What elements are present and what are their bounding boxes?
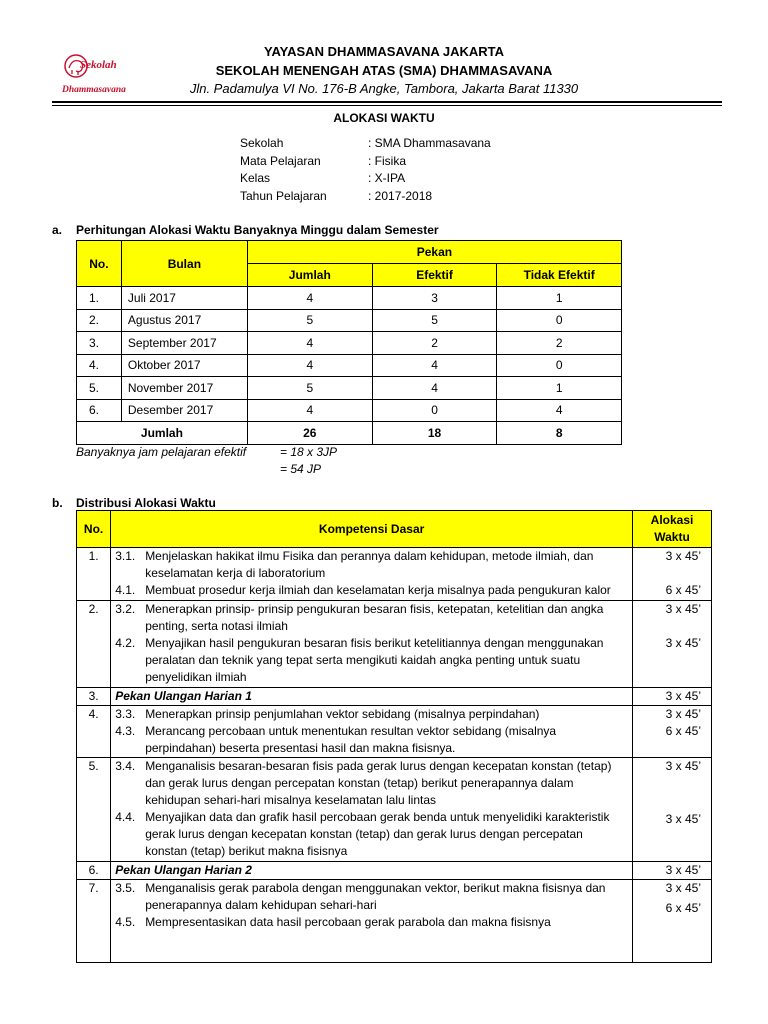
cell-no: 2. <box>77 309 122 332</box>
cell-jumlah: 5 <box>247 377 372 400</box>
cell-kd <box>111 862 633 880</box>
kd-item <box>115 880 626 914</box>
col-aw-header <box>633 511 712 548</box>
foundation-name: YAYASAN DHAMMASAVANA JAKARTA <box>263 44 505 59</box>
aw-value: 3 x 45’ <box>665 549 701 563</box>
weeks-table <box>76 240 622 445</box>
kd-number: 4.2. <box>115 636 136 650</box>
kd-text: Menerapkan prinsip- prinsip pengukuran besaran fisis, ketepatan, ketelitian dan angka penting, serta notasi ilmiah <box>145 602 604 633</box>
document-title: ALOKASI WAKTU <box>333 111 435 125</box>
table-row <box>77 377 622 400</box>
section-title: Perhitungan Alokasi Waktu Banyaknya Minggu dalam Semester <box>76 223 439 237</box>
cell-aw <box>633 601 712 688</box>
cell-jumlah: 4 <box>247 399 372 422</box>
cell-tidak: 1 <box>497 287 622 310</box>
info-label: Mata Pelajaran <box>240 153 321 168</box>
col-bulan-header: Bulan <box>121 241 247 287</box>
aw-value: 3 x 45’ <box>665 812 701 826</box>
section-letter: b. <box>52 496 63 510</box>
cell-bulan: Agustus 2017 <box>121 309 247 332</box>
kd-number: 4.1. <box>115 583 136 597</box>
info-value: : SMA Dhammasavana <box>368 136 491 150</box>
cell-kd <box>111 880 633 963</box>
info-value: : Fisika <box>368 153 407 168</box>
info-row <box>240 135 491 153</box>
kd-item <box>115 723 626 757</box>
table-row <box>77 332 622 355</box>
table-row <box>77 287 622 310</box>
total-label: Jumlah <box>77 422 248 445</box>
col-jumlah-header: Jumlah <box>247 264 372 287</box>
cell-bulan: September 2017 <box>121 332 247 355</box>
info-label: Sekolah <box>240 136 284 150</box>
aw-value: 6 x 45’ <box>665 901 701 915</box>
distribution-table <box>76 510 712 963</box>
info-block <box>240 135 491 205</box>
total-efektif: 18 <box>372 422 497 445</box>
col-pekan-header: Pekan <box>247 241 621 264</box>
cell-jumlah: 4 <box>247 332 372 355</box>
kd-item <box>115 706 626 723</box>
kd-text: Menyajikan hasil pengukuran besaran fisis berikut ketelitiannya dengan menggunakan peralatan dan teknik yang tepat serta mengikuti kaidah angka penting untuk suatu penyelidikan ilmiah <box>145 636 604 684</box>
kd-item <box>115 635 626 686</box>
total-tidak: 8 <box>497 422 622 445</box>
kd-text: Menjelaskan hakikat ilmu Fisika dan perannya dalam kehidupan, metode ilmiah, dan keselamatan kerja di laboratorium <box>145 549 594 580</box>
table-row <box>77 601 712 688</box>
aw-header-line1: Alokasi <box>650 513 694 527</box>
cell-bulan: November 2017 <box>121 377 247 400</box>
table-row <box>77 354 622 377</box>
cell-no: 3. <box>77 688 111 706</box>
kd-item <box>115 548 626 582</box>
kd-item <box>115 809 626 860</box>
exam-week-title: Pekan Ulangan Harian 1 <box>115 689 252 703</box>
section-b-heading <box>52 496 216 510</box>
kd-text: Mempresentasikan data hasil percobaan gerak parabola dan makna fisisnya <box>145 915 551 929</box>
cell-no: 2. <box>77 601 111 688</box>
cell-aw <box>633 880 712 963</box>
logo-text-1: Sekolah <box>80 59 117 71</box>
kd-number: 4.5. <box>115 915 136 929</box>
cell-bulan: Oktober 2017 <box>121 354 247 377</box>
cell-tidak: 1 <box>497 377 622 400</box>
header-rule-thin <box>52 105 722 106</box>
cell-no: 4. <box>77 706 111 758</box>
kd-number: 3.5. <box>115 881 136 895</box>
section-letter: a. <box>52 223 63 237</box>
kd-number: 3.2. <box>115 602 136 616</box>
cell-tidak: 2 <box>497 332 622 355</box>
cell-aw <box>633 548 712 601</box>
table-row <box>77 688 712 706</box>
kd-item <box>115 601 626 635</box>
aw-value: 3 x 45’ <box>665 707 701 721</box>
cell-no: 6. <box>77 862 111 880</box>
kd-text: Menyajikan data dan grafik hasil percobaan gerak benda untuk menyelidiki karakteristik gerak lurus dengan kecepatan konstan (tetap) dan gerak lurus dengan percepatan konstan (tetap) berikut makna fisisnya <box>145 810 610 858</box>
table-row <box>77 706 712 758</box>
table-row <box>77 309 622 332</box>
cell-no: 5. <box>77 377 122 400</box>
col-no-header: No. <box>77 511 111 548</box>
kd-text: Merancang percobaan untuk menentukan resultan vektor sebidang (misalnya perpindahan) beserta presentasi hasil dan makna fisisnya. <box>145 724 557 755</box>
kd-number: 3.3. <box>115 707 136 721</box>
table-row <box>77 880 712 963</box>
info-label: Kelas <box>240 171 271 185</box>
aw-value: 6 x 45’ <box>665 583 701 597</box>
cell-efektif: 4 <box>372 377 497 400</box>
cell-bulan: Juli 2017 <box>121 287 247 310</box>
cell-no: 4. <box>77 354 122 377</box>
section-a-heading <box>52 223 439 237</box>
kd-text: Menerapkan prinsip penjumlahan vektor sebidang (misalnya perpindahan) <box>145 707 540 721</box>
table-row <box>77 548 712 601</box>
cell-tidak: 0 <box>497 354 622 377</box>
total-jumlah: 26 <box>247 422 372 445</box>
info-row <box>240 170 491 188</box>
kd-number: 3.4. <box>115 759 136 773</box>
kd-text: Menganalisis gerak parabola dengan menggunakan vektor, berikut makna fisisnya dan penerapannya dalam kehidupan sehari-hari <box>145 881 606 912</box>
aw-value: 3 x 45’ <box>665 636 701 650</box>
col-tidak-efektif-header: Tidak Efektif <box>497 264 622 287</box>
cell-efektif: 5 <box>372 309 497 332</box>
aw-header-line2: Waktu <box>654 530 690 544</box>
info-value: : X-IPA <box>368 171 406 185</box>
kd-text: Membuat prosedur kerja ilmiah dan keselamatan kerja misalnya pada pengukuran kalor <box>145 583 611 597</box>
cell-no: 7. <box>77 880 111 963</box>
col-efektif-header: Efektif <box>372 264 497 287</box>
cell-jumlah: 4 <box>247 287 372 310</box>
aw-value: 3 x 45’ <box>665 881 701 895</box>
cell-aw <box>633 758 712 862</box>
cell-jumlah: 4 <box>247 354 372 377</box>
aw-value: 3 x 45’ <box>665 759 701 773</box>
cell-aw <box>633 706 712 758</box>
school-address: Jln. Padamulya VI No. 176-B Angke, Tambora, Jakarta Barat 11330 <box>189 81 579 96</box>
cell-efektif: 2 <box>372 332 497 355</box>
header-rule-thick <box>52 101 722 103</box>
cell-efektif: 3 <box>372 287 497 310</box>
cell-efektif: 0 <box>372 399 497 422</box>
cell-tidak: 4 <box>497 399 622 422</box>
cell-efektif: 4 <box>372 354 497 377</box>
info-row <box>240 153 491 171</box>
effective-hours-line2: = 54 JP <box>280 462 322 476</box>
section-title: Distribusi Alokasi Waktu <box>76 496 216 510</box>
effective-hours-label: Banyaknya jam pelajaran efektif <box>76 445 247 459</box>
cell-no: 6. <box>77 399 122 422</box>
exam-week-title: Pekan Ulangan Harian 2 <box>115 863 252 877</box>
cell-kd <box>111 688 633 706</box>
info-row <box>240 188 491 206</box>
kd-item <box>115 582 626 599</box>
cell-no: 3. <box>77 332 122 355</box>
info-label: Tahun Pelajaran <box>240 188 327 203</box>
cell-tidak: 0 <box>497 309 622 332</box>
kd-item <box>115 914 626 931</box>
cell-kd <box>111 758 633 862</box>
cell-jumlah: 5 <box>247 309 372 332</box>
cell-kd <box>111 706 633 758</box>
cell-bulan: Desember 2017 <box>121 399 247 422</box>
cell-aw: 3 x 45’ <box>633 862 712 880</box>
logo-text-2: Dhammasavana <box>62 85 126 95</box>
cell-no: 1. <box>77 548 111 601</box>
cell-no: 1. <box>77 287 122 310</box>
aw-value: 3 x 45’ <box>665 602 701 616</box>
table-row <box>77 399 622 422</box>
kd-number: 4.3. <box>115 724 136 738</box>
kd-item <box>115 758 626 809</box>
table-row <box>77 758 712 862</box>
cell-no: 5. <box>77 758 111 862</box>
kd-text: Menganalisis besaran-besaran fisis pada gerak lurus dengan kecepatan konstan (tetap) dan gerak lurus dengan percepatan konstan (tetap) berikut penerapannya dalam kehidupan sehari-hari misalnya keselamatan lalu lintas <box>145 759 612 807</box>
info-value: : 2017-2018 <box>368 188 433 203</box>
cell-kd <box>111 601 633 688</box>
effective-hours-line1: = 18 x 3JP <box>280 445 338 459</box>
table-row <box>77 862 712 880</box>
kd-number: 3.1. <box>115 549 136 563</box>
aw-value: 6 x 45’ <box>665 724 701 738</box>
cell-kd <box>111 548 633 601</box>
school-name: SEKOLAH MENENGAH ATAS (SMA) DHAMMASAVANA <box>215 63 553 78</box>
total-row <box>77 422 622 445</box>
col-no-header: No. <box>77 241 122 287</box>
col-kd-header: Kompetensi Dasar <box>111 511 633 548</box>
kd-number: 4.4. <box>115 810 136 824</box>
cell-aw: 3 x 45’ <box>633 688 712 706</box>
